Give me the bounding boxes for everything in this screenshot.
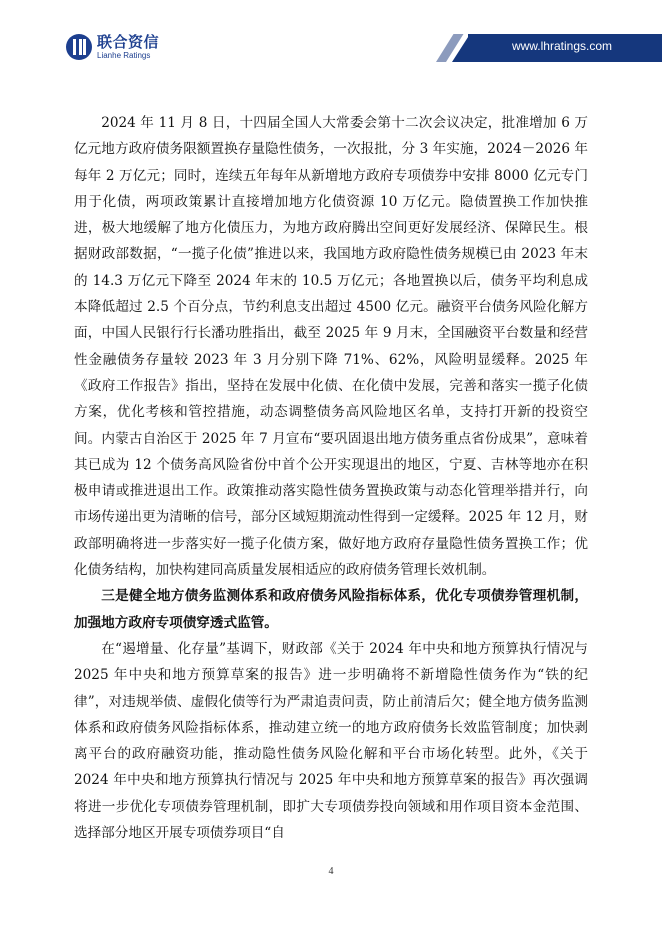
website-url[interactable]: www.lhratings.com xyxy=(511,39,612,53)
section-heading-paragraph: 三是健全地方债务监测体系和政府债务风险指标体系，优化专项债券管理机制，加强地方政府专项债穿透式监管。 xyxy=(74,588,588,631)
page-header xyxy=(0,0,662,78)
lianhe-logo-icon xyxy=(66,34,92,60)
page-number: 4 xyxy=(328,866,334,877)
logo-english-name: Lianhe Ratings xyxy=(97,50,151,60)
logo-chinese-name: 联合资信 xyxy=(97,32,160,51)
paragraph: 2024 年 11 月 8 日，十四届全国人大常委会第十二次会议决定，批准增加 6 万亿元地方政府债务限额置换存量隐性债务，一次报批，分 3 年实施，2024－2026 年每年 2 万亿元；同时，连续五年每年从新增地方政府专项债券中安排 8000 亿元专门用于化债，两项政策累计直接增加地方化债资源 10 万亿元。隐债置换工作加快推进，极大地缓解了地方化债压力，为地方政府腾出空间更好发展经济、保障民生。根据财政部数据，“一揽子化债”推进以来，我国地方政府隐性债务规模已由 2023 年末的 14.3 万亿元下降至 2024 年末的 10.5 万亿元；各地置换以后，债务平均利息成本降低超过 2.5 个百分点，节约利息支出超过 4500 亿元。融资平台债务风险化解方面，中国人民银行行长潘功胜指出，截至 2025 年 9 月末，全国融资平台数量和经营性金融债务存量较 2023 年 3 月分别下降 71%、62%，风险明显缓释。2025 年《政府工作报告》指出，坚持在发展中化债、在化债中发展，完善和落实一揽子化债方案，优化考核和管控措施，动态调整债务高风险地区名单，支持打开新的投资空间。内蒙古自治区于 2025 年 7 月宣布“要巩固退出地方债务重点省份成果”，意味着其已成为 12 个债务高风险省份中首个公开实现退出的地区，宁夏、吉林等地亦在积极申请或推进退出工作。政策推动落实隐性债务置换政策与动态化管理举措并行，向市场传递出更为清晰的信号，部分区域短期流动性得到一定缓释。2025 年 12 月，财政部明确将进一步落实好一揽子化债方案，做好地方政府存量隐性债务置换工作；优化债务结构，加快构建同高质量发展相适应的政府债务管理长效机制。 xyxy=(74,115,588,579)
lianhe-logo xyxy=(66,30,159,64)
logo-text xyxy=(97,32,160,60)
paragraph: 在“遏增量、化存量”基调下，财政部《关于 2024 年中央和地方预算执行情况与 2025 年中央和地方预算草案的报告》进一步明确将不新增隐性债务作为“铁的纪律”，对违规举债、虚假化债等行为严肃追责问责，防止前清后欠；健全地方债务监测体系和政府债务风险指标体系，推动建立统一的地方政府债务长效监管制度；加快剥离平台的政府融资功能，推动隐性债务风险化解和平台市场化转型。此外，《关于 2024 年中央和地方预算执行情况与 2025 年中央和地方预算草案的报告》再次强调将进一步优化专项债券管理机制，即扩大专项债券投向领域和用作项目资本金范围、选择部分地区开展专项债券项目“自 xyxy=(74,640,588,842)
document-body xyxy=(74,110,588,846)
